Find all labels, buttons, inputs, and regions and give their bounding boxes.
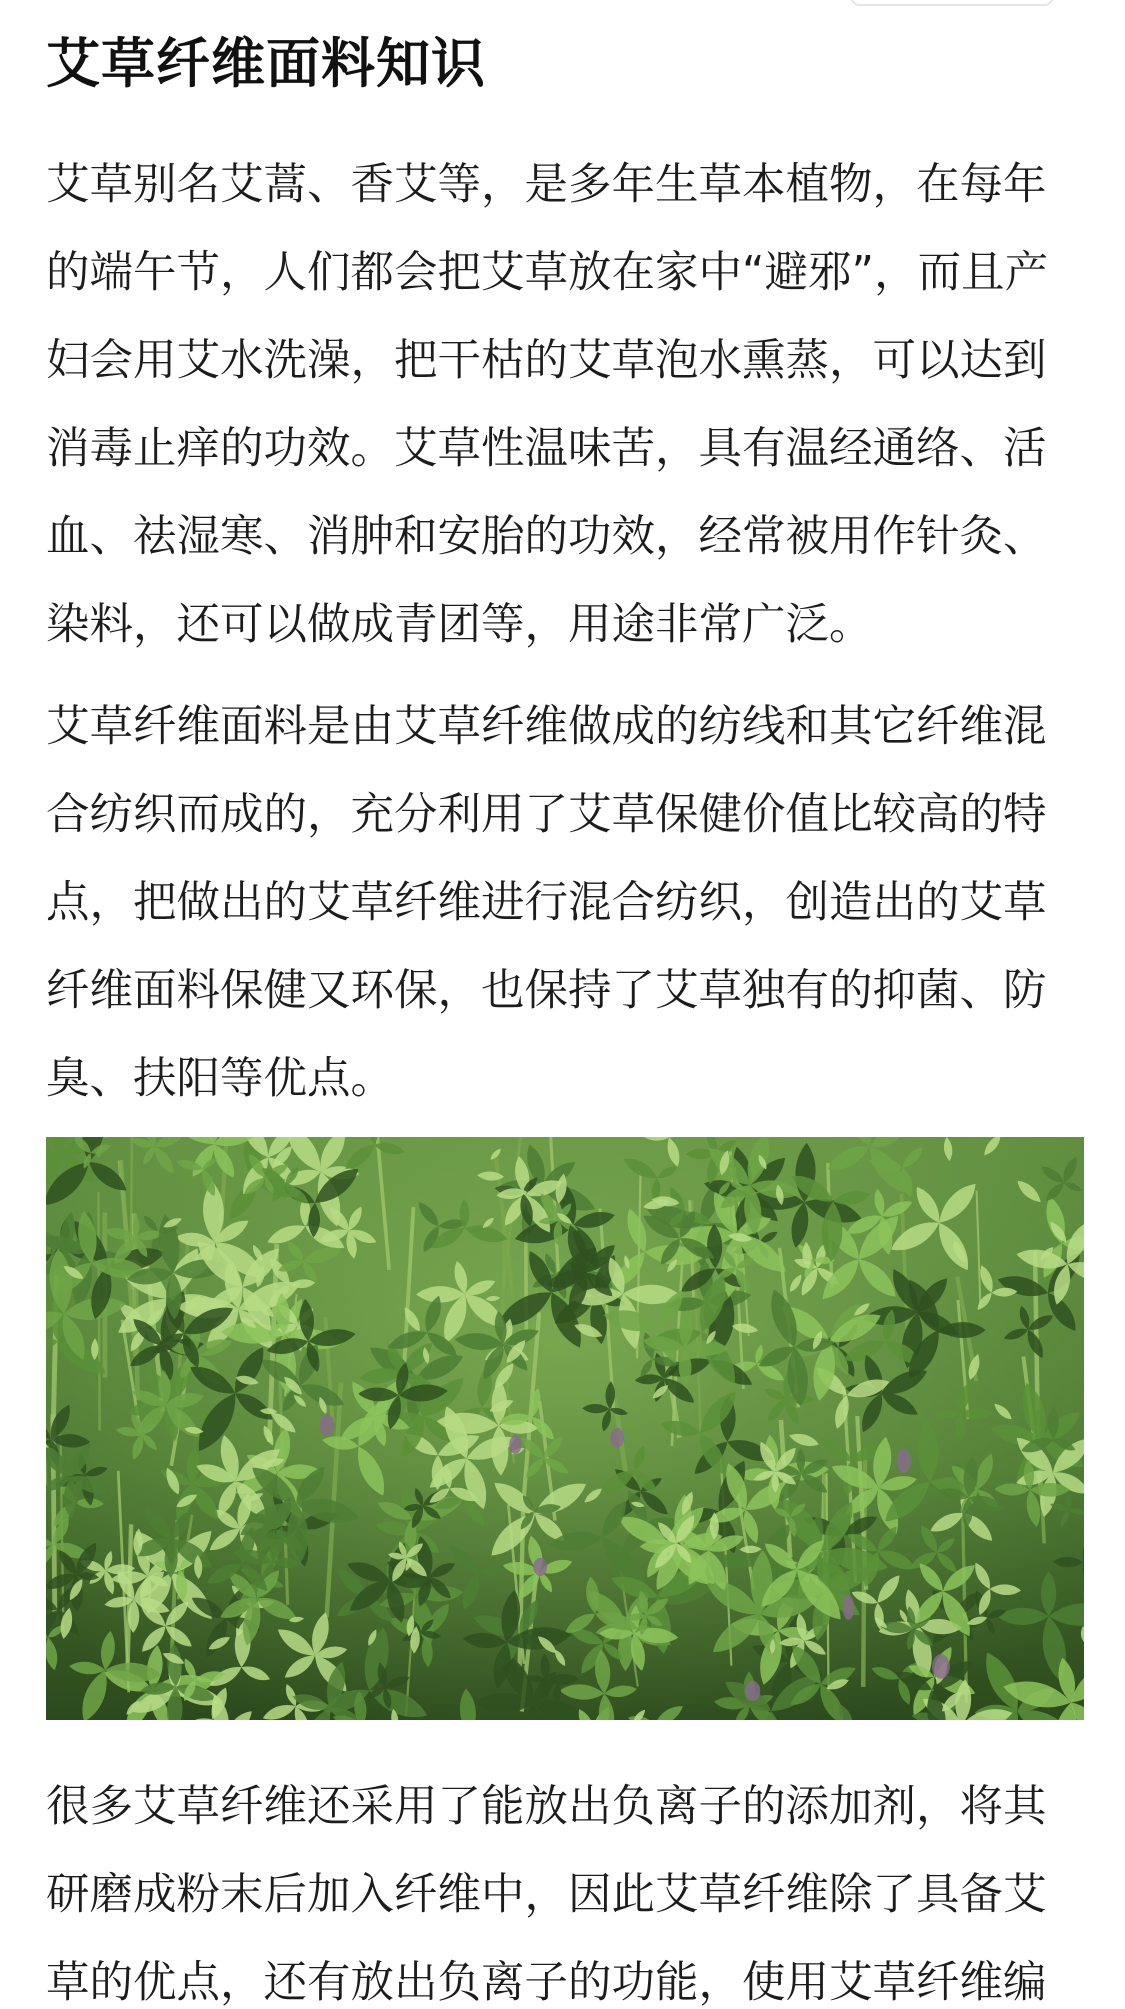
mugwort-plants-photo[interactable] (46, 1137, 1084, 1720)
article-paragraph-1 (46, 141, 1086, 669)
paragraph-line: 血、祛湿寒、消肿和安胎的功效，经常被用作针灸、 (46, 512, 1047, 562)
article-paragraph-2 (46, 683, 1086, 1123)
top-action-pill[interactable] (850, 0, 1054, 6)
mugwort-illustration (46, 1137, 1084, 1720)
paragraph-line: 纤维面料保健又环保，也保持了艾草独有的抑菌、防 (46, 966, 1047, 1016)
paragraph-line: 很多艾草纤维还采用了能放出负离子的添加剂，将其 (46, 1782, 1047, 1832)
article-paragraph-3 (46, 1763, 1086, 2009)
article-title: 艾草纤维面料知识 (46, 32, 486, 95)
paragraph-line: 的端午节，人们都会把艾草放在家中“避邪”，而且产 (46, 248, 1049, 298)
paragraph-line: 妇会用艾水洗澡，把干枯的艾草泡水熏蒸，可以达到 (46, 336, 1047, 386)
paragraph-line: 草的优点，还有放出负离子的功能，使用艾草纤维编 (46, 1958, 1047, 2008)
paragraph-line: 艾草纤维面料是由艾草纤维做成的纺线和其它纤维混 (46, 702, 1047, 752)
paragraph-line: 消毒止痒的功效。艾草性温味苦，具有温经通络、活 (46, 424, 1047, 474)
paragraph-line: 合纺织而成的，充分利用了艾草保健价值比较高的特 (46, 790, 1047, 840)
paragraph-line: 染料，还可以做成青团等，用途非常广泛。 (46, 600, 873, 650)
paragraph-line: 艾草别名艾蒿、香艾等，是多年生草本植物，在每年 (46, 160, 1047, 210)
paragraph-line: 点，把做出的艾草纤维进行混合纺织，创造出的艾草 (46, 878, 1047, 928)
paragraph-line: 臭、扶阳等优点。 (46, 1054, 394, 1104)
paragraph-line: 研磨成粉末后加入纤维中，因此艾草纤维除了具备艾 (46, 1870, 1047, 1920)
